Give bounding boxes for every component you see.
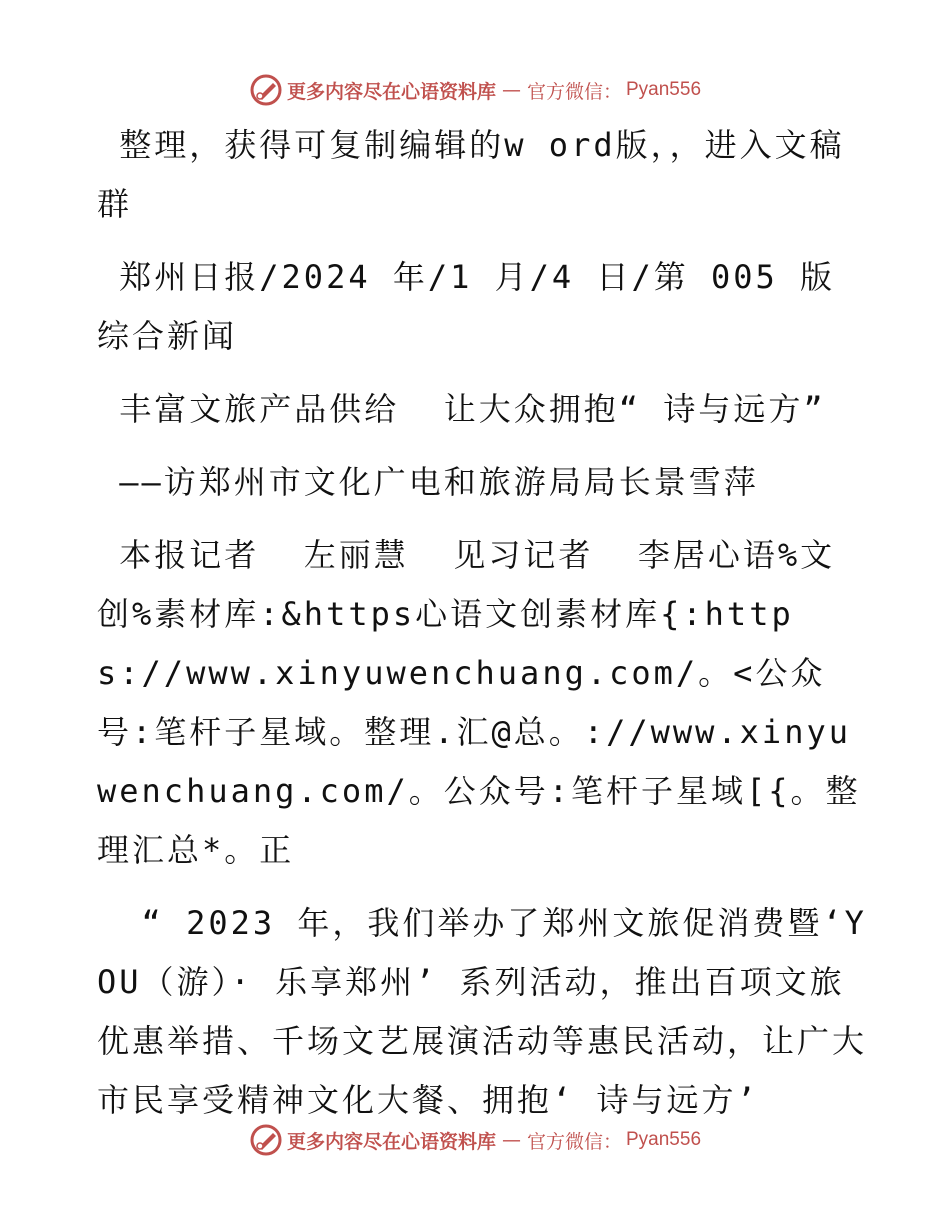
paragraph-byline: 本报记者 左丽慧 见习记者 李居心语%文创%素材库:&https心语文创素材库{:https://www.xinyuwenchuang.com/。<公众号:笔杆子星域。整理.汇@总。://www.xinyuwenchuang.com/。公众号:笔杆子星域[{。整理汇总*。正 xyxy=(97,536,861,869)
article-title: 丰富文旅产品供给 让大众拥抱“ 诗与远方” xyxy=(97,390,826,428)
banner-main-text: 更多内容尽在心语资料库 xyxy=(286,80,496,103)
banner-wechat-id: Pyan556 xyxy=(626,1129,702,1150)
paragraph-publication-info: 郑州日报/2024 年/1 月/4 日/第 005 版综合新闻 xyxy=(97,258,836,355)
banner-main-text: 更多内容尽在心语资料库 xyxy=(286,1130,496,1153)
brush-circle-logo-icon xyxy=(249,73,283,107)
article-subtitle: ——访郑州市文化广电和旅游局局长景雪萍 xyxy=(97,463,759,501)
banner-dash: — xyxy=(501,1129,521,1151)
brush-circle-logo-icon xyxy=(249,1123,283,1157)
banner-inner xyxy=(249,1123,701,1157)
banner-wechat-label: 官方微信： xyxy=(526,80,622,103)
banner-dash: — xyxy=(501,79,521,101)
banner-wechat-id: Pyan556 xyxy=(626,79,702,100)
header-watermark-banner xyxy=(0,70,950,110)
paragraph-source-note: 整理，获得可复制编辑的w ord版，，进入文稿群 xyxy=(97,126,845,223)
banner-inner xyxy=(249,73,701,107)
banner-wechat-label: 官方微信： xyxy=(526,1130,622,1153)
paragraph-body: “ 2023 年，我们举办了郑州文旅促消费暨‘YOU（游）· 乐享郑州’ 系列活动，推出百项文旅优惠举措、千场文艺展演活动等惠民活动，让广大市民享受精神文化大餐、拥抱‘ 诗与远方’ xyxy=(97,904,868,1119)
footer-watermark-banner xyxy=(0,1120,950,1160)
document-body xyxy=(97,116,867,1130)
